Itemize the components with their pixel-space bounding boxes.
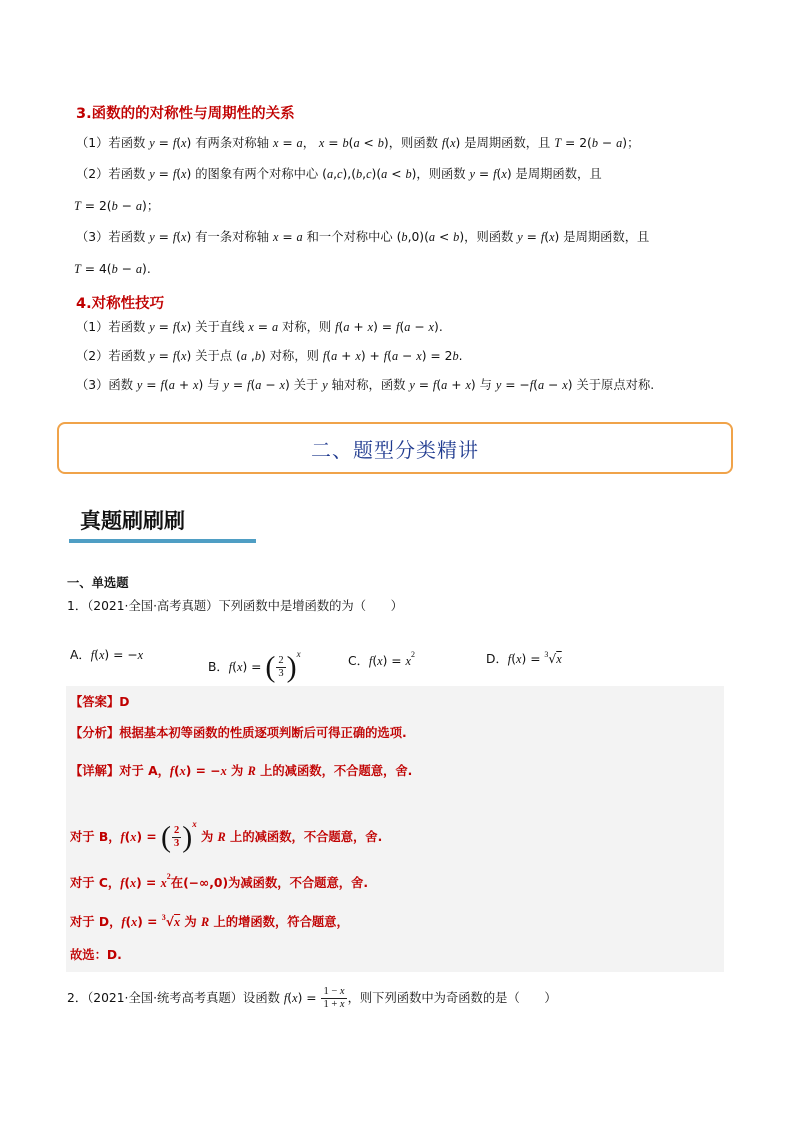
section-3-item-3-cont: T = 4(b − a). <box>74 262 151 276</box>
question-type-label: 一、单选题 <box>67 576 129 590</box>
analysis-text: 【分析】根据基本初等函数的性质逐项判断后可得正确的选项. <box>70 726 407 740</box>
banner-title: 二、题型分类精讲 <box>311 437 479 462</box>
section-4-item-1: （1）若函数 y = f(x) 关于直线 x = a 对称，则 f(a + x) = f(a − x). <box>76 320 443 334</box>
conclusion-text: 故选：D. <box>70 948 122 962</box>
section-4-item-3: （3）函数 y = f(a + x) 与 y = f(a − x) 关于 y 轴对称，函数 y = f(a + x) 与 y = −f(a − x) 关于原点对称. <box>76 378 655 392</box>
detail-b: 对于 B，f(x) = ( $\frac{2}{3}$ )$^x$ 为 R 上的减函数，不合题意，舍. <box>70 819 383 854</box>
section-3-item-1: （1）若函数 y = f(x) 有两条对称轴 x = a， x = b(a < b)，则函数 f(x) 是周期函数，且 T = 2(b − a)； <box>76 136 640 150</box>
section-4-title: 4.对称性技巧 <box>76 296 165 312</box>
detail-d: 对于 D，f(x) = $^3$√x 为 R 上的增函数，符合题意， <box>70 913 349 929</box>
section-4-item-2: （2）若函数 y = f(x) 关于点 (a ,b) 对称，则 f(a + x) + f(a − x) = 2b. <box>76 349 463 363</box>
q1-option-b[interactable]: B．f(x) = ( $\frac{2}{3}$ )$^x$ <box>208 649 301 684</box>
q1-option-c[interactable]: C．$f(x) = x^2$ <box>348 650 415 668</box>
detail-c: 对于 C，$f(x) = x^2$在(−∞,0)为减函数，不合题意，舍. <box>70 872 369 890</box>
zhenti-heading: 真题刷刷刷 <box>80 509 185 533</box>
q1-option-d[interactable]: D．f(x) = $^3$√x <box>486 650 562 666</box>
section-3-title: 3.函数的的对称性与周期性的关系 <box>76 106 295 122</box>
section-3-item-2: （2）若函数 y = f(x) 的图象有两个对称中心 (a,c),(b,c)(a < b)，则函数 y = f(x) 是周期函数，且 <box>76 167 602 181</box>
detail-a: 【详解】对于 A，f(x) = −x 为 R 上的减函数，不合题意，舍. <box>70 764 413 778</box>
section-banner <box>57 422 733 474</box>
question-2-stem: 2．（2021·全国·统考高考真题）设函数 f(x) = $\frac{1 - x}{1 + x}$ ，则下列函数中为奇函数的是（ ） <box>67 986 557 1010</box>
zhenti-underline <box>69 539 256 543</box>
q1-option-a[interactable]: A．f(x) = −x <box>70 648 144 662</box>
section-3-item-3: （3）若函数 y = f(x) 有一条对称轴 x = a 和一个对称中心 (b,0)(a < b)，则函数 y = f(x) 是周期函数，且 <box>76 230 650 244</box>
answer-label: 【答案】D <box>70 695 130 709</box>
section-3-item-2-cont: T = 2(b − a)； <box>74 199 160 213</box>
question-1-stem: 1．（2021·全国·高考真题）下列函数中是增函数的为（ ） <box>67 599 403 613</box>
